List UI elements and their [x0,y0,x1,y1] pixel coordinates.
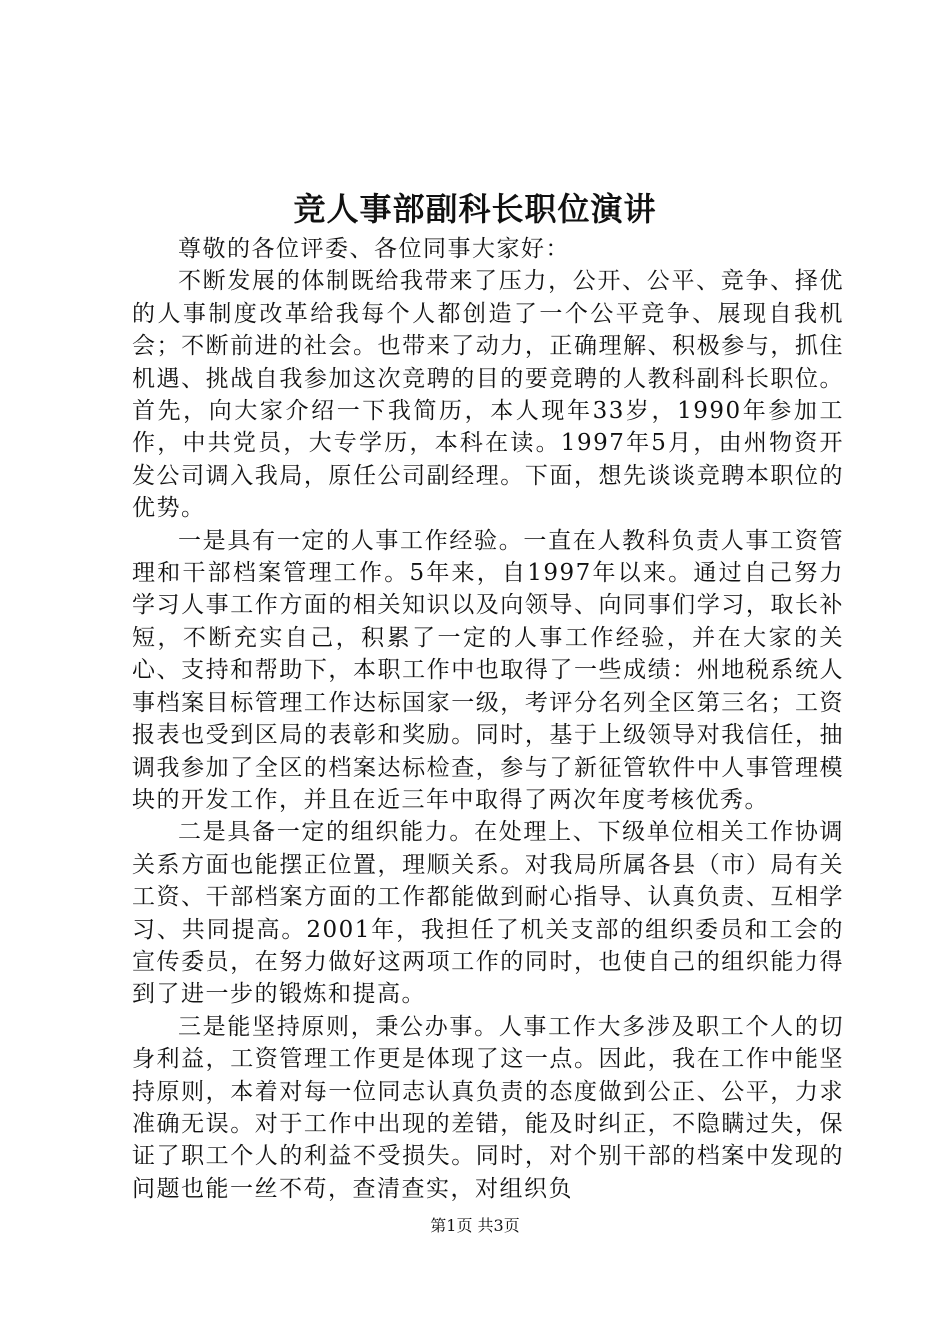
document-title: 竞人事部副科长职位演讲 [293,190,657,228]
page-number-footer: 第1页 共3页 [430,1216,520,1235]
paragraph-principles: 三是能坚持原则，秉公办事。人事工作大多涉及职工个人的切身利益，工资管理工作更是体现了这一点。因此，我在工作中能坚持原则，本着对每一位同志认真负责的态度做到公正、公平，力求准确无误。对于工作中出现的差错，能及时纠正，不隐瞒过失，保证了职工个人的利益不受损失。同时，对个别干部的档案中发现的问题也能一丝不苟，查清查实，对组织负 [132,1013,844,1202]
document-body [132,233,844,1205]
paragraph-experience: 一是具有一定的人事工作经验。一直在人教科负责人事工资管理和干部档案管理工作。5年来，自1997年以来。通过自己努力学习人事工作方面的相关知识以及向领导、向同事们学习，取长补短，不断充实自己，积累了一定的人事工作经验，并在大家的关心、支持和帮助下，本职工作中也取得了一些成绩：州地税系统人事档案目标管理工作达标国家一级，考评分名列全区第三名；工资报表也受到区局的表彰和奖励。同时，基于上级领导对我信任，抽调我参加了全区的档案达标检查，参与了新征管软件中人事管理模块的开发工作，并且在近三年中取得了两次年度考核优秀。 [132,527,844,813]
paragraph-salutation: 尊敬的各位评委、各位同事大家好： [178,236,570,262]
paragraph-organization: 二是具备一定的组织能力。在处理上、下级单位相关工作协调关系方面也能摆正位置，理顺关系。对我局所属各县（市）局有关工资、干部档案方面的工作都能做到耐心指导、认真负责、互相学习、共同提高。2001年，我担任了机关支部的组织委员和工会的宣传委员，在努力做好这两项工作的同时，也使自己的组织能力得到了进一步的锻炼和提高。 [132,819,844,1008]
paragraph-introduction: 不断发展的体制既给我带来了压力，公开、公平、竞争、择优的人事制度改革给我每个人都创造了一个公平竞争、展现自我机会；不断前进的社会。也带来了动力，正确理解、积极参与，抓住机遇、挑战自我参加这次竞聘的目的要竞聘的人教科副科长职位。首先，向大家介绍一下我简历，本人现年33岁，1990年参加工作，中共党员，大专学历，本科在读。1997年5月，由州物资开发公司调入我局，原任公司副经理。下面，想先谈谈竞聘本职位的优势。 [132,268,844,522]
